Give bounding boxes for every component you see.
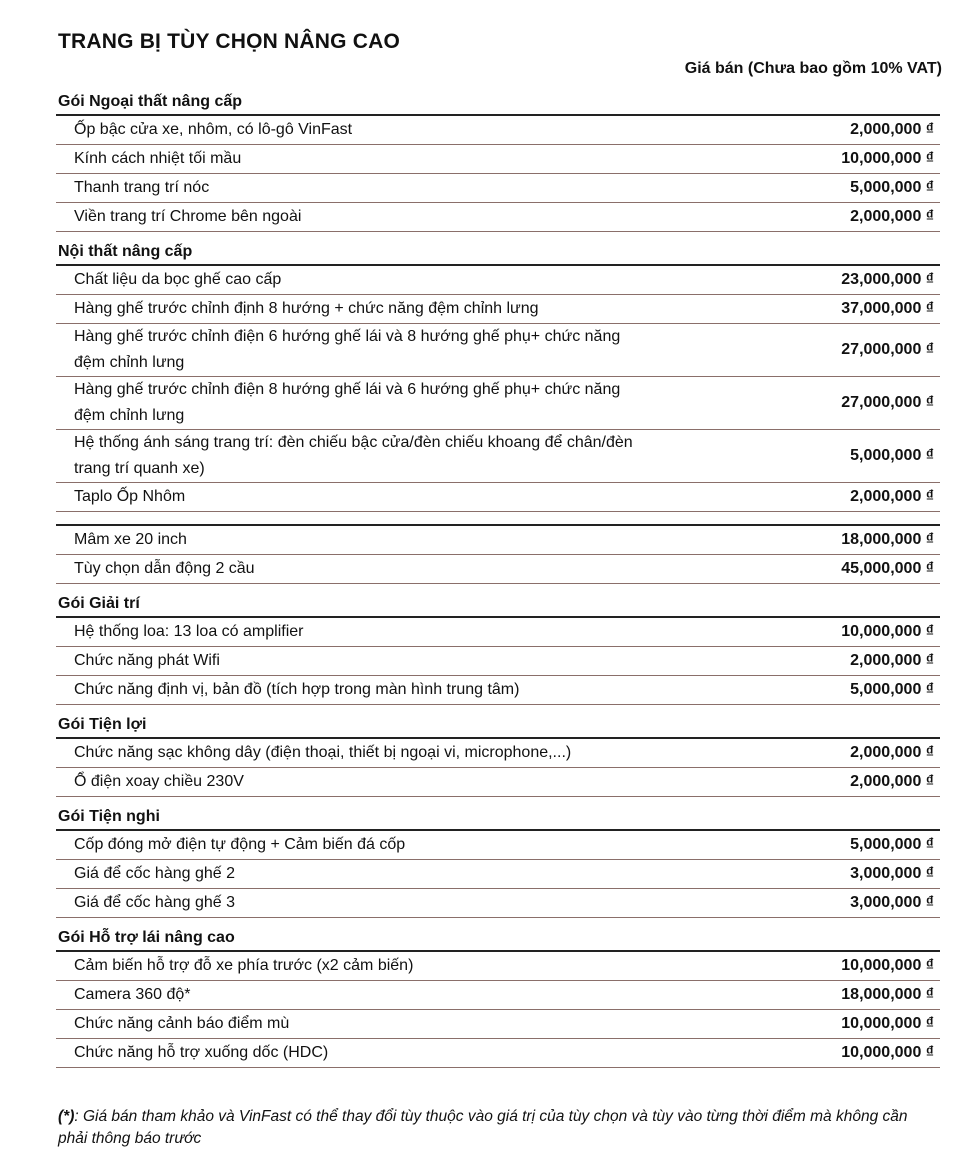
option-price: 23,000,000 ₫ [841,271,934,288]
section-title: Nội thất nâng cấp [56,240,940,266]
option-section [56,524,940,584]
option-price: 5,000,000 ₫ [850,179,934,196]
option-row [56,324,940,377]
option-row [56,952,940,981]
footnote [58,1106,938,1150]
option-row [56,174,940,203]
option-price: 2,000,000 ₫ [850,208,934,225]
option-price: 3,000,000 ₫ [850,894,934,911]
option-row [56,295,940,324]
option-label: Tùy chọn dẫn động 2 cầu [74,560,255,577]
option-label: Chức năng cảnh báo điểm mù [74,1015,290,1032]
option-price: 45,000,000 ₫ [841,560,934,577]
option-price: 27,000,000 ₫ [841,394,934,411]
option-price: 5,000,000 ₫ [850,681,934,698]
option-row [56,555,940,584]
option-row [56,203,940,232]
option-section [56,90,940,232]
option-row [56,266,940,295]
option-label: Taplo Ốp Nhôm [74,488,186,505]
option-row [56,647,940,676]
option-label: Cảm biến hỗ trợ đỗ xe phía trước (x2 cảm biến) [74,957,414,974]
option-label: Camera 360 độ* [74,986,191,1003]
option-price: 10,000,000 ₫ [841,1015,934,1032]
option-price: 2,000,000 ₫ [850,121,934,138]
option-row [56,831,940,860]
option-label: Ốp bậc cửa xe, nhôm, có lô-gô VinFast [74,121,353,138]
footnote-mark: (*) [58,1108,75,1125]
option-price: 18,000,000 ₫ [841,986,934,1003]
option-row [56,1039,940,1068]
option-price: 10,000,000 ₫ [841,623,934,640]
option-label: Chức năng hỗ trợ xuống dốc (HDC) [74,1044,329,1061]
option-label: Giá để cốc hàng ghế 3 [74,894,236,911]
option-label: Chức năng phát Wifi [74,652,220,669]
option-row [56,889,940,918]
option-price: 2,000,000 ₫ [850,773,934,790]
option-row [56,116,940,145]
option-price: 2,000,000 ₫ [850,652,934,669]
option-price: 10,000,000 ₫ [841,1044,934,1061]
section-title: Gói Giải trí [56,592,940,618]
section-title: Gói Hỗ trợ lái nâng cao [56,926,940,952]
footnote-text: : Giá bán tham khảo và VinFast có thể thay đổi tùy thuộc vào giá trị của tùy chọn và tùy vào từng thời điểm mà không cần phải thông báo trước [58,1108,908,1147]
option-label: Ổ điện xoay chiều 230V [74,773,244,790]
option-price: 5,000,000 ₫ [850,447,934,464]
option-label: Hàng ghế trước chỉnh điện 8 hướng ghế lái và 6 hướng ghế phụ+ chức năng đệm chỉnh lưng [74,381,621,424]
option-row [56,1010,940,1039]
option-label: Hệ thống loa: 13 loa có amplifier [74,623,304,640]
option-row [56,430,940,483]
option-label: Viền trang trí Chrome bên ngoài [74,208,302,225]
option-label: Thanh trang trí nóc [74,179,210,196]
option-row [56,676,940,705]
option-label: Mâm xe 20 inch [74,531,187,548]
options-price-table [56,90,940,1076]
option-section [56,713,940,797]
option-label: Hàng ghế trước chỉnh điện 6 hướng ghế lái và 8 hướng ghế phụ+ chức năng đệm chỉnh lưng [74,328,621,371]
option-row [56,377,940,430]
option-price: 2,000,000 ₫ [850,744,934,761]
option-price: 2,000,000 ₫ [850,488,934,505]
option-label: Kính cách nhiệt tối mầu [74,150,242,167]
option-section [56,240,940,512]
option-row [56,526,940,555]
option-section [56,926,940,1068]
option-row [56,860,940,889]
option-section [56,805,940,918]
option-row [56,618,940,647]
section-title: Gói Tiện lợi [56,713,940,739]
option-row [56,739,940,768]
option-row [56,981,940,1010]
option-row [56,768,940,797]
option-row [56,145,940,174]
option-label: Chức năng sạc không dây (điện thoại, thiết bị ngoại vi, microphone,...) [74,744,572,761]
price-column-note: Giá bán (Chưa bao gồm 10% VAT) [684,60,942,77]
section-title: Gói Ngoại thất nâng cấp [56,90,940,116]
option-price: 5,000,000 ₫ [850,836,934,853]
option-label: Cốp đóng mở điện tự động + Cảm biến đá cốp [74,836,406,853]
page-title: TRANG BỊ TÙY CHỌN NÂNG CAO [58,30,400,53]
option-price: 27,000,000 ₫ [841,341,934,358]
option-price: 18,000,000 ₫ [841,531,934,548]
option-label: Hàng ghế trước chỉnh định 8 hướng + chức năng đệm chỉnh lưng [74,300,539,317]
option-label: Chất liệu da bọc ghế cao cấp [74,271,282,288]
option-price: 10,000,000 ₫ [841,150,934,167]
option-price: 3,000,000 ₫ [850,865,934,882]
option-section [56,592,940,705]
option-label: Hệ thống ánh sáng trang trí: đèn chiếu bậc cửa/đèn chiếu khoang để chân/đèn trang trí quanh xe) [74,434,633,477]
option-price: 10,000,000 ₫ [841,957,934,974]
option-price: 37,000,000 ₫ [841,300,934,317]
option-row [56,483,940,512]
option-label: Giá để cốc hàng ghế 2 [74,865,236,882]
section-title: Gói Tiện nghi [56,805,940,831]
option-label: Chức năng định vị, bản đồ (tích hợp trong màn hình trung tâm) [74,681,520,698]
